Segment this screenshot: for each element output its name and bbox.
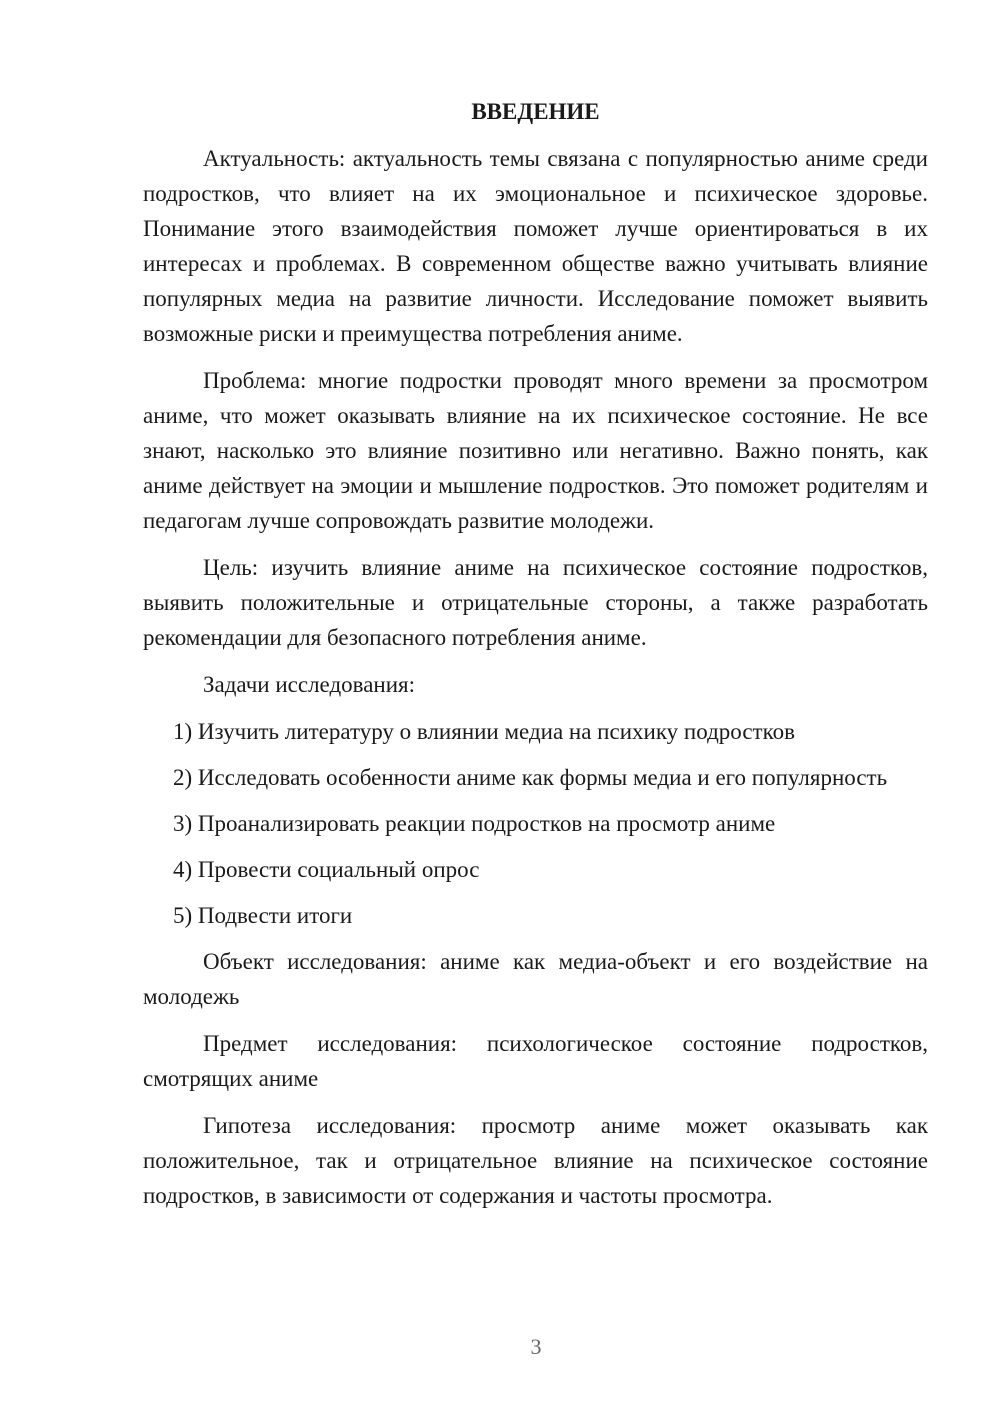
task-item-4: 4) Провести социальный опрос <box>173 857 480 882</box>
task-item-3: 3) Проанализировать реакции подростков на просмотр аниме <box>173 811 776 836</box>
hypothesis-paragraph: Гипотеза исследования: просмотр аниме может оказывать как положительное, так и отрицательное влияние на психическое состояние подростков, в зависимости от содержания и частоты просмотра. <box>143 1113 928 1208</box>
task-item-2: 2) Исследовать особенности аниме как формы медиа и его популярность <box>173 765 888 790</box>
task-item-5: 5) Подвести итоги <box>173 903 353 928</box>
page-number: 3 <box>530 1334 542 1359</box>
page-title: ВВЕДЕНИЕ <box>471 99 600 124</box>
relevance-paragraph: Актуальность: актуальность темы связана с популярностью аниме среди подростков, что влияет на их эмоциональное и психическое здоровье. Понимание этого взаимодействия поможет лучше ориентироваться в их интересах и проблемах. В современном обществе важно учитывать влияние популярных медиа на развитие личности. Исследование поможет выявить возможные риски и преимущества потребления аниме. <box>143 146 928 346</box>
task-item-1: 1) Изучить литературу о влиянии медиа на психику подростков <box>173 719 795 744</box>
subject-paragraph: Предмет исследования: психологическое состояние подростков, смотрящих аниме <box>143 1031 928 1091</box>
tasks-heading: Задачи исследования: <box>203 672 416 697</box>
problem-paragraph: Проблема: многие подростки проводят много времени за просмотром аниме, что может оказывать влияние на их психическое состояние. Не все знают, насколько это влияние позитивно или негативно. Важно понять, как аниме действует на эмоции и мышление подростков. Это поможет родителям и педагогам лучше сопровождать развитие молодежи. <box>143 368 928 533</box>
object-paragraph: Объект исследования: аниме как медиа-объект и его воздействие на молодежь <box>143 949 928 1009</box>
goal-paragraph: Цель: изучить влияние аниме на психическое состояние подростков, выявить положительные и отрицательные стороны, а также разработать рекомендации для безопасного потребления аниме. <box>143 555 928 650</box>
page-content <box>143 94 928 1213</box>
